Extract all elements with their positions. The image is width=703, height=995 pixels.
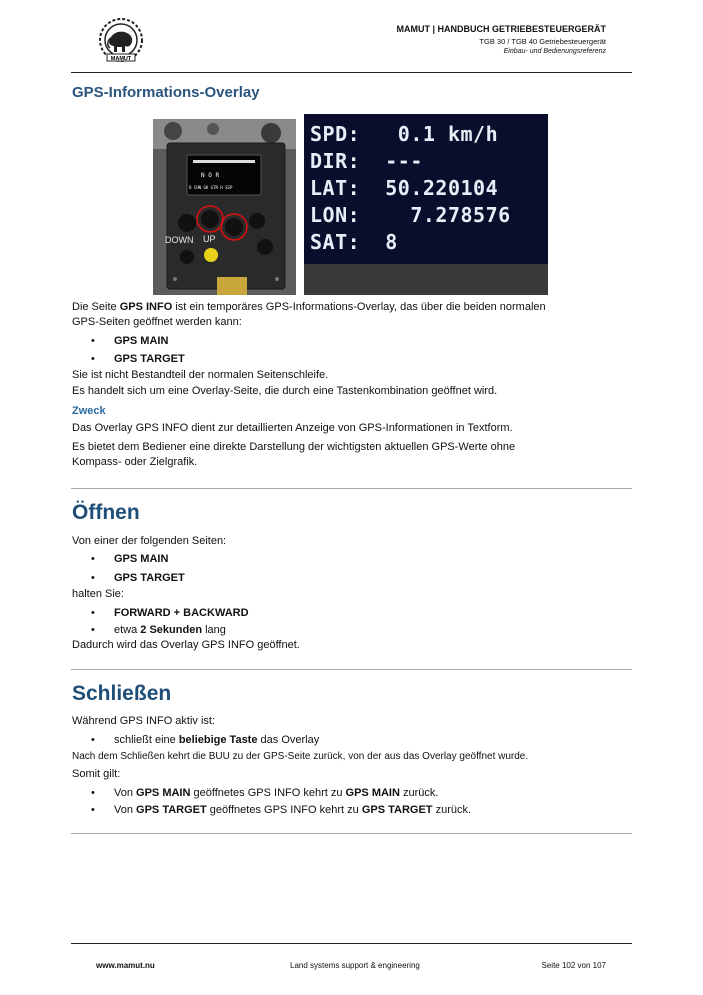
- section-divider: [71, 488, 632, 489]
- footer-divider: [71, 943, 632, 944]
- section-divider: [71, 833, 632, 834]
- list-item: • FORWARD + BACKWARD: [94, 606, 249, 621]
- screen-line-speed: SPD: 0.1 km/h: [310, 122, 499, 146]
- svg-text:DOWN: DOWN: [165, 235, 194, 245]
- footer-tagline: Land systems support & engineering: [290, 961, 420, 970]
- list-item: • etwa 2 Sekunden lang: [94, 623, 226, 638]
- list-item: • Von GPS TARGET geöffnetes GPS INFO kehrt zu GPS TARGET zurück.: [94, 803, 471, 818]
- list-item: • GPS MAIN: [94, 552, 168, 567]
- schliessen-intro: Während GPS INFO aktiv ist:: [72, 715, 216, 727]
- list-item: • GPS MAIN: [94, 334, 168, 349]
- gps-info-screen-photo: [304, 114, 548, 295]
- footer-page-number: Seite 102 von 107: [541, 961, 606, 970]
- intro-note: Sie ist nicht Bestandteil der normalen Seitenschleife.: [72, 369, 329, 381]
- schliessen-note: Nach dem Schließen kehrt die BUU zu der GPS-Seite zurück, von der aus das Overlay geöffnet wurde.: [72, 751, 529, 762]
- svg-text:MAMUT: MAMUT: [110, 56, 132, 62]
- zweck-paragraph-2: Es bietet dem Bediener eine direkte Darstellung der wichtigsten aktuellen GPS-Werte ohne Kompass- oder Zielgrafik.: [72, 441, 516, 468]
- screen-line-longitude: LON: 7.278576: [310, 203, 511, 227]
- oeffnen-hold-text: halten Sie:: [72, 588, 124, 600]
- list-item: • GPS TARGET: [94, 352, 185, 367]
- device-photo: [153, 119, 296, 295]
- section-divider: [71, 669, 632, 670]
- screen-line-latitude: LAT: 50.220104: [310, 176, 499, 200]
- zweck-paragraph-1: Das Overlay GPS INFO dient zur detaillierten Anzeige von GPS-Informationen in Textform.: [72, 422, 513, 434]
- footer-website[interactable]: www.mamut.nu: [96, 961, 155, 970]
- schliessen-heading: Schließen: [72, 682, 172, 705]
- section-title: GPS-Informations-Overlay: [72, 84, 260, 101]
- header-subtitle: TGB 30 / TGB 40 Getriebesteuergerät: [479, 37, 606, 46]
- intro-paragraph: Die Seite GPS INFO ist ein temporäres GPS-Informations-Overlay, das über die beiden normalen GPS-Seiten geöffnet werden kann:: [72, 301, 546, 328]
- svg-text:UP: UP: [203, 234, 216, 244]
- list-item: • schließt eine beliebige Taste das Overlay: [94, 733, 319, 748]
- screen-line-satellites: SAT: 8: [310, 230, 398, 254]
- screen-line-direction: DIR: ---: [310, 149, 423, 173]
- mamut-logo: [95, 16, 147, 64]
- intro-overlay-note: Es handelt sich um eine Overlay-Seite, die durch eine Tastenkombination geöffnet wird.: [72, 385, 498, 397]
- schliessen-thus: Somit gilt:: [72, 768, 121, 780]
- header-reference: Einbau- und Bedienungsreferenz: [503, 48, 606, 55]
- svg-text:N O R: N O R: [201, 172, 220, 179]
- zweck-heading: Zweck: [72, 405, 106, 417]
- oeffnen-heading: Öffnen: [72, 501, 140, 524]
- oeffnen-intro: Von einer der folgenden Seiten:: [72, 535, 227, 547]
- oeffnen-result: Dadurch wird das Overlay GPS INFO geöffnet.: [72, 639, 300, 651]
- header-title: MAMUT | HANDBUCH GETRIEBESTEUERGERÄT: [396, 24, 606, 34]
- header-divider: [71, 72, 632, 73]
- list-item: • Von GPS MAIN geöffnetes GPS INFO kehrt zu GPS MAIN zurück.: [94, 786, 438, 801]
- list-item: • GPS TARGET: [94, 571, 185, 586]
- svg-text:O CHN GK GTR H SSP: O CHN GK GTR H SSP: [189, 185, 233, 190]
